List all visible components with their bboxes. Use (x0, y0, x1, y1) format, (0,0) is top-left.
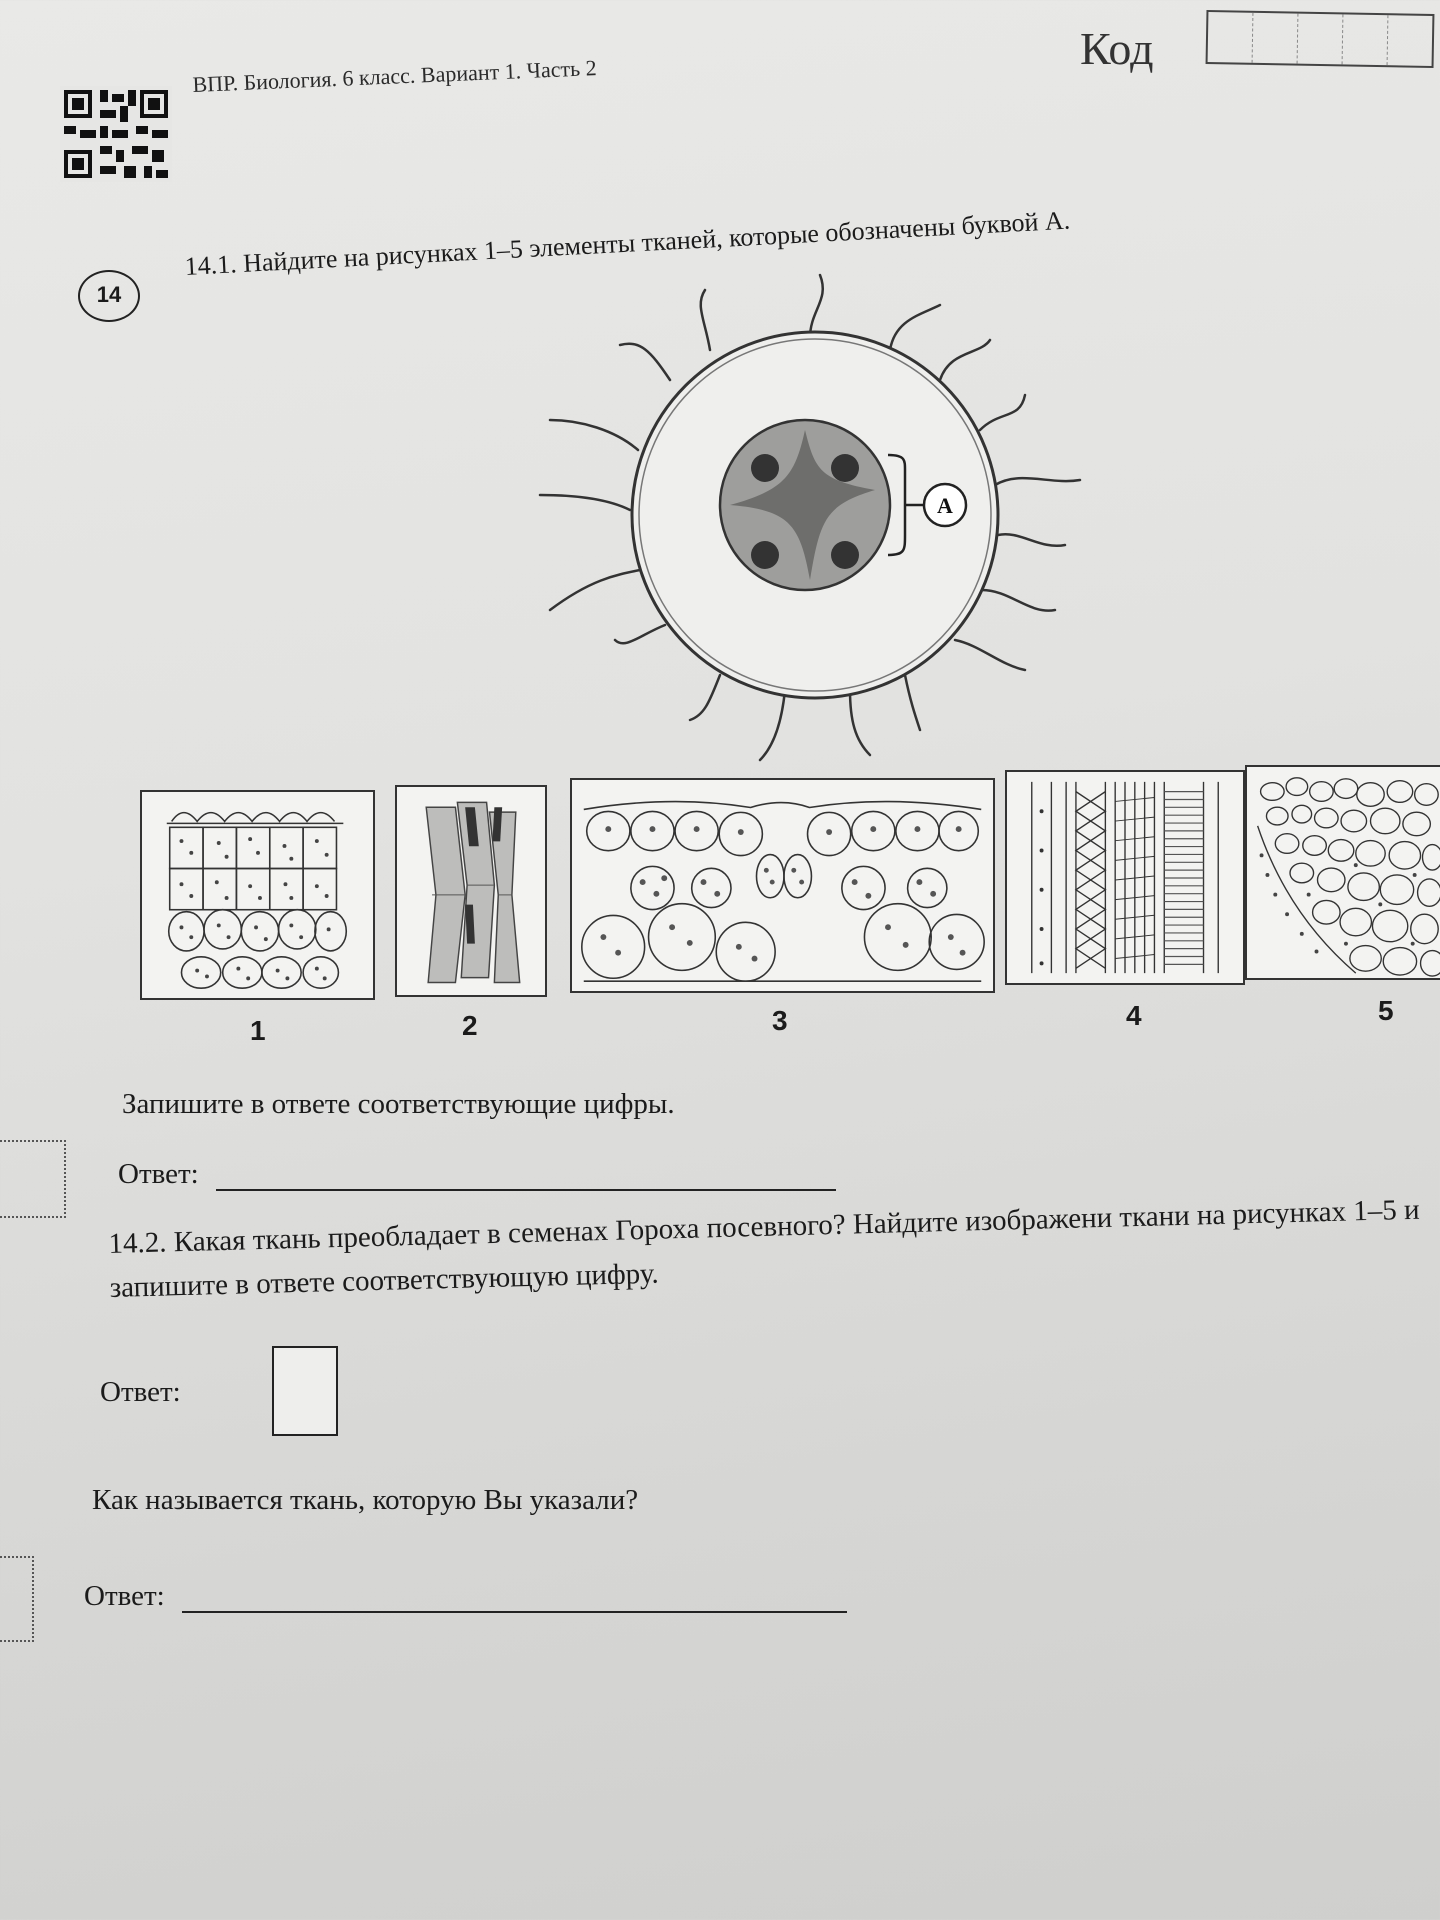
score-box-2 (0, 1556, 34, 1642)
code-cell[interactable] (1208, 12, 1254, 63)
tissue-2-image (397, 787, 545, 995)
panel-number-5: 5 (1378, 995, 1394, 1026)
header-title: ВПР. Биология. 6 класс. Вариант 1. Часть 2 (192, 55, 598, 97)
tissue-panel-2 (395, 785, 547, 997)
answer-row-1 (118, 1158, 836, 1191)
code-cell[interactable] (1343, 14, 1389, 65)
answer-2-digit-box[interactable] (272, 1346, 338, 1436)
score-box-1 (0, 1140, 66, 1218)
answer-label: Ответ: (100, 1376, 181, 1408)
cell-diagram (520, 270, 1100, 770)
answer-1-field[interactable] (216, 1159, 836, 1191)
question-14-1: 14.1. Найдите на рисунках 1–5 элементы тканей, которые обозначены буквой А. (184, 205, 1071, 281)
code-cell[interactable] (1253, 13, 1299, 64)
task-number-badge: 14 (78, 270, 140, 322)
label-a: А (937, 493, 953, 518)
tissue-panel-4 (1005, 770, 1245, 985)
tissue-4-image (1007, 772, 1243, 983)
tissue-panels (130, 760, 1440, 1030)
write-digits-instruction: Запишите в ответе соответствующие цифры. (122, 1088, 675, 1120)
code-cell[interactable] (1298, 14, 1344, 65)
tissue-panel-3 (570, 778, 995, 993)
panel-number-1: 1 (250, 1015, 266, 1046)
answer-3-field[interactable] (182, 1581, 847, 1613)
code-cell[interactable] (1388, 15, 1433, 66)
tissue-panel-1 (140, 790, 375, 1000)
answer-label: Ответ: (118, 1158, 199, 1190)
question-tissue-name: Как называется ткань, которую Вы указали? (92, 1484, 639, 1516)
tissue-3-image (572, 780, 993, 991)
tissue-panel-5 (1245, 765, 1440, 980)
answer-label: Ответ: (84, 1580, 165, 1612)
tissue-5-image (1247, 767, 1440, 978)
panel-number-3: 3 (772, 1005, 788, 1036)
panel-number-2: 2 (462, 1010, 478, 1041)
answer-row-3 (84, 1580, 847, 1613)
tissue-1-image (142, 792, 373, 998)
panel-number-4: 4 (1126, 1000, 1142, 1031)
code-label: Код (1080, 23, 1154, 74)
code-input-boxes[interactable] (1206, 10, 1435, 68)
question-14-2: 14.2. Какая ткань преобладает в семенах Гороха посевного? Найдите изображени ткани на рисунках 1–5 и запишите в ответе соответствующую цифру. (108, 1193, 1420, 1304)
qr-code-icon (60, 86, 172, 182)
